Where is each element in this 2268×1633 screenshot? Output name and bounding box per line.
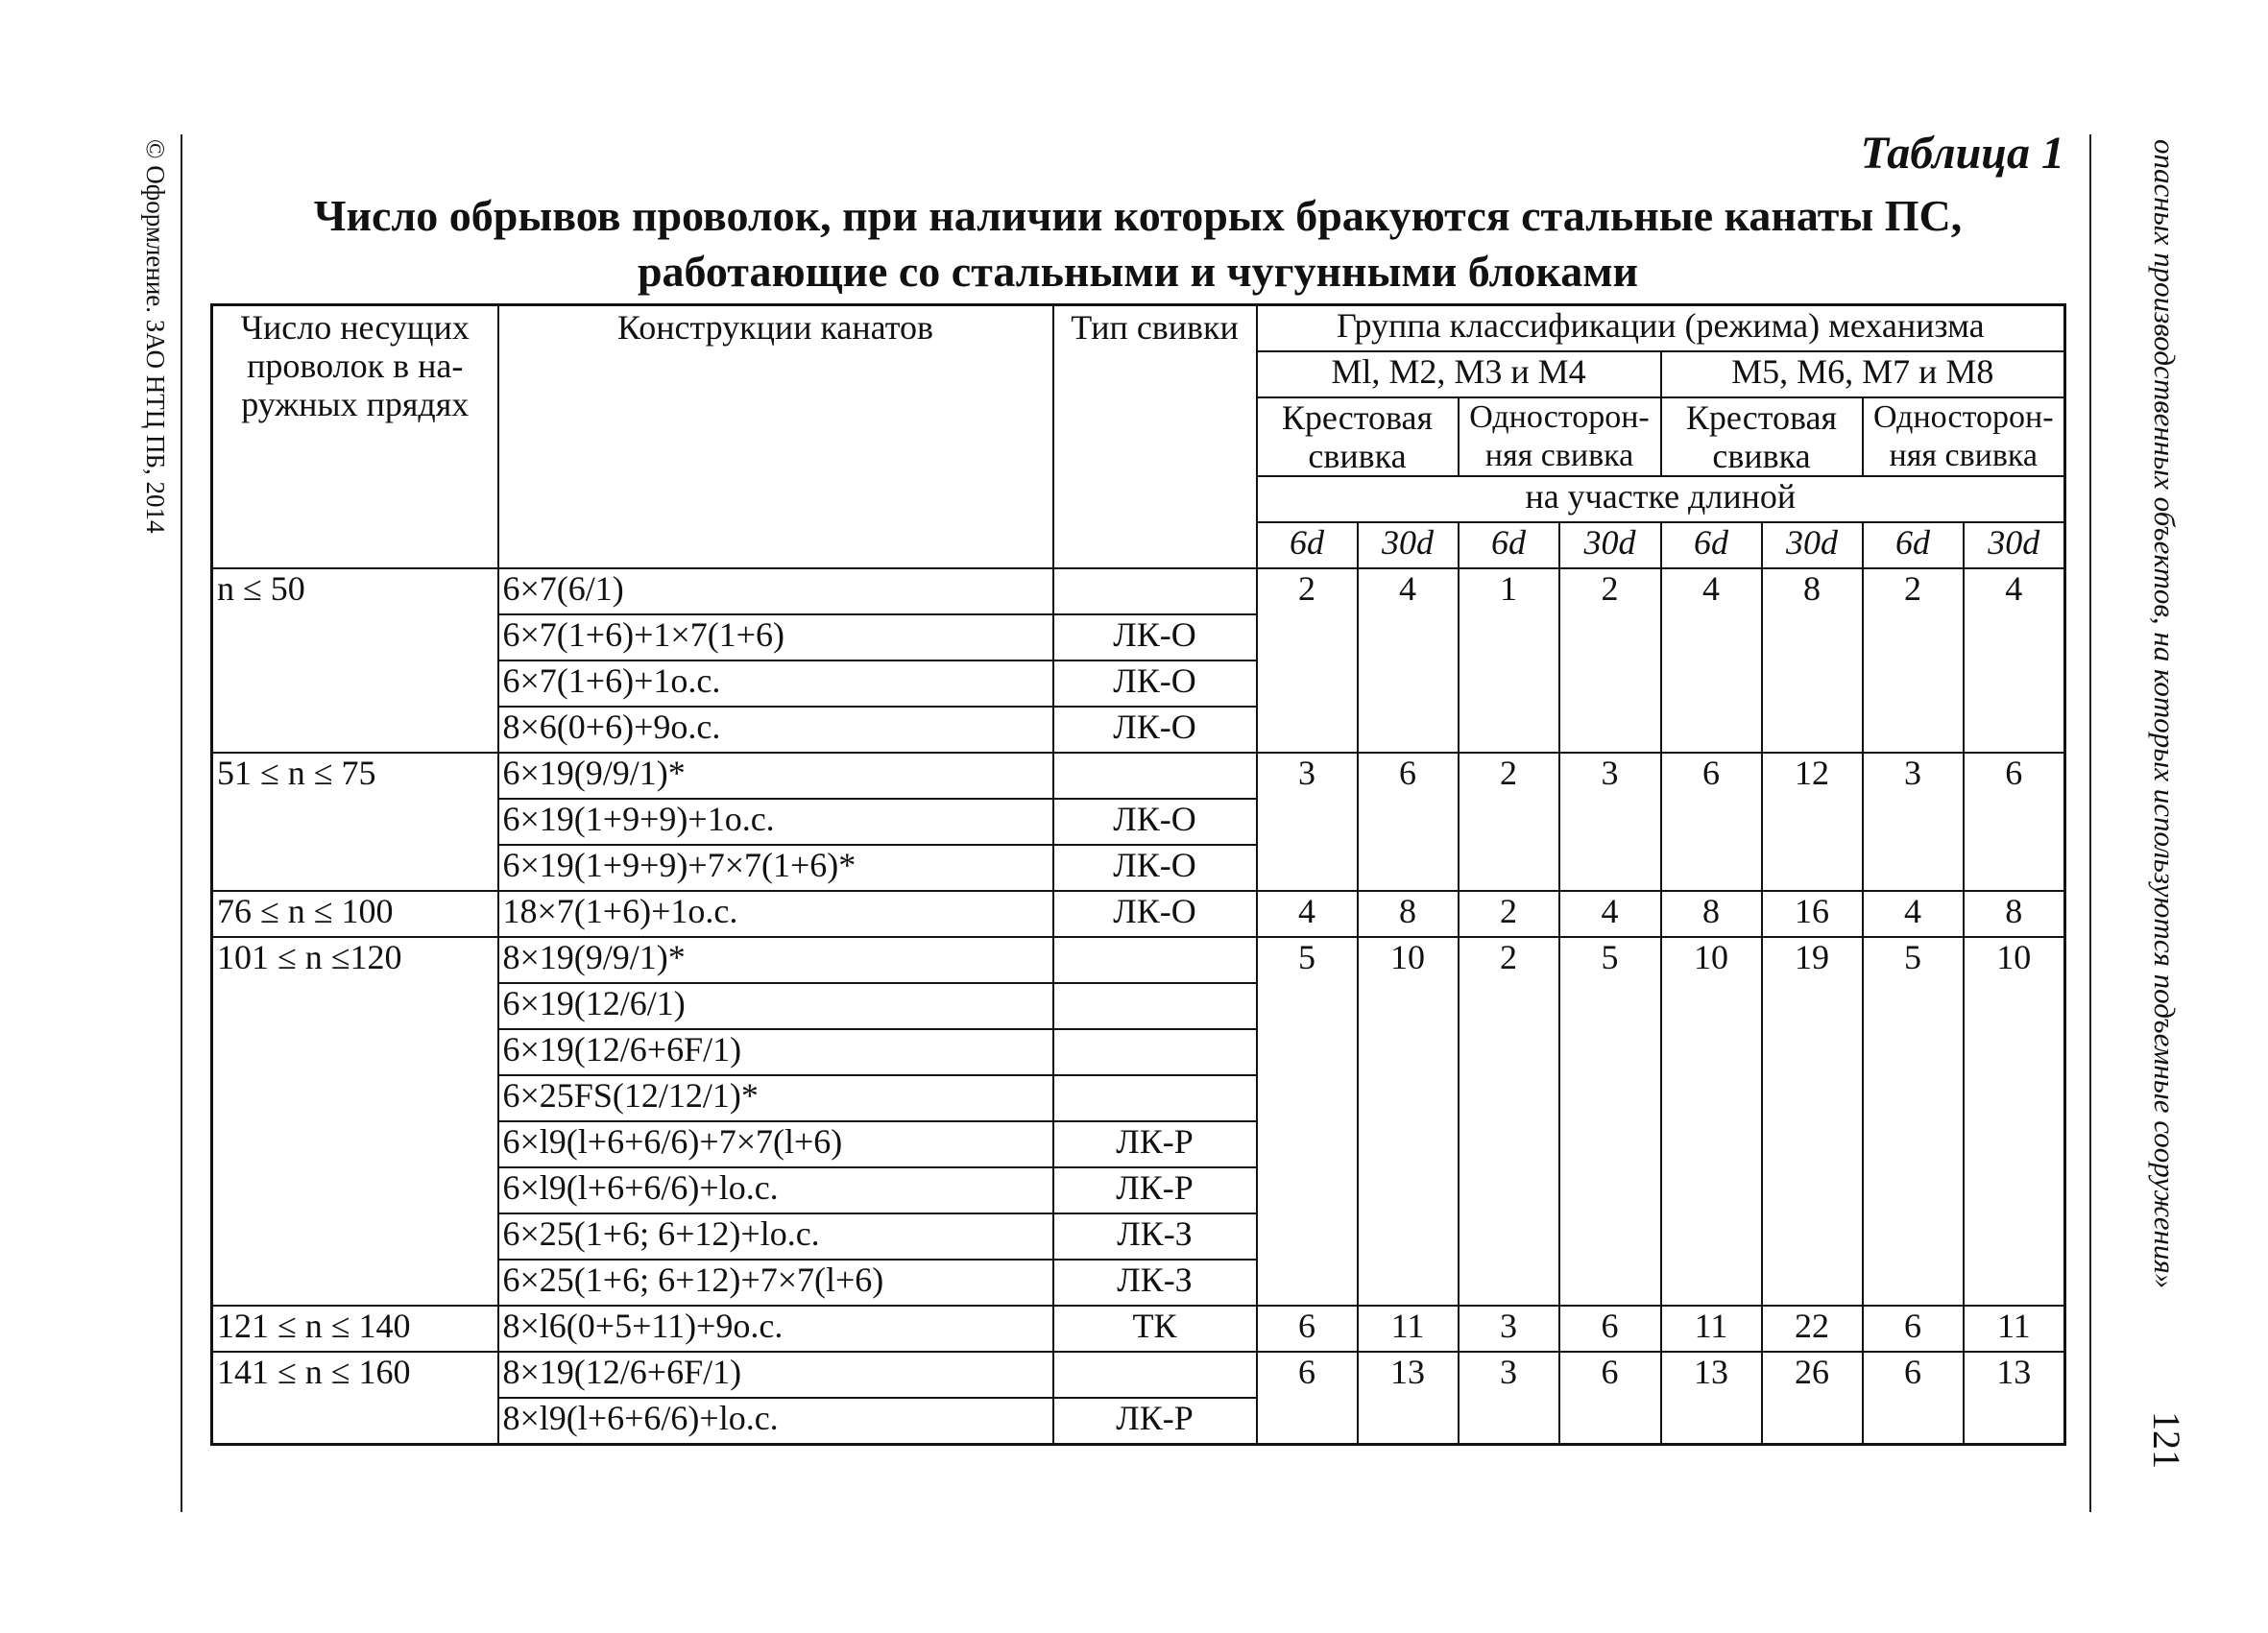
lay-type: ЛК-О <box>1053 707 1257 753</box>
lay-type <box>1053 753 1257 799</box>
rope-construction: 8×6(0+6)+9о.с. <box>498 707 1053 753</box>
lay-type <box>1053 983 1257 1029</box>
lay-type: ЛК-Р <box>1053 1398 1257 1445</box>
rope-construction: 6×19(9/9/1)* <box>498 753 1053 799</box>
break-count-value: 5 <box>1863 937 1964 1306</box>
table-row <box>212 1306 2065 1352</box>
table-label: Таблица 1 <box>1860 128 2064 179</box>
header-length-30d: 30d <box>1358 522 1459 568</box>
table-row <box>212 937 2065 983</box>
table-row <box>212 1352 2065 1398</box>
header-lay-type: Тип свивки <box>1053 305 1257 569</box>
right-margin-rule <box>2089 134 2091 1512</box>
rope-construction: 8×19(9/9/1)* <box>498 937 1053 983</box>
lay-type: ЛК-Р <box>1053 1167 1257 1213</box>
break-count-value: 11 <box>1964 1306 2065 1352</box>
lay-type: ЛК-Р <box>1053 1121 1257 1167</box>
header-length-6d: 6d <box>1257 522 1358 568</box>
wire-count-range: n ≤ 50 <box>212 568 498 753</box>
break-count-value: 4 <box>1863 891 1964 937</box>
lay-type <box>1053 568 1257 614</box>
break-count-value: 2 <box>1459 753 1559 891</box>
break-count-value: 4 <box>1661 568 1762 753</box>
lay-type: ЛК-З <box>1053 1260 1257 1306</box>
rope-construction: 18×7(1+6)+1о.с. <box>498 891 1053 937</box>
break-count-value: 6 <box>1863 1306 1964 1352</box>
break-count-value: 5 <box>1257 937 1358 1306</box>
header-onesided-lay-b: Односторон-няя свивка <box>1863 397 2065 476</box>
wire-count-range: 101 ≤ n ≤120 <box>212 937 498 1306</box>
header-length-30d: 30d <box>1559 522 1661 568</box>
header-length-6d: 6d <box>1863 522 1964 568</box>
table-body <box>212 568 2065 1445</box>
header-length-30d: 30d <box>1762 522 1863 568</box>
break-count-value: 6 <box>1964 753 2065 891</box>
break-count-value: 4 <box>1358 568 1459 753</box>
wire-count-range: 76 ≤ n ≤ 100 <box>212 891 498 937</box>
header-onesided-lay-a: Односторон-няя свивка <box>1459 397 1661 476</box>
break-count-value: 10 <box>1358 937 1459 1306</box>
lay-type <box>1053 1029 1257 1075</box>
break-count-value: 13 <box>1661 1352 1762 1445</box>
wire-count-range: 141 ≤ n ≤ 160 <box>212 1352 498 1445</box>
table-row <box>212 568 2065 614</box>
break-count-value: 19 <box>1762 937 1863 1306</box>
lay-type <box>1053 1075 1257 1121</box>
title-line-1: Число обрывов проволок, при наличии которых бракуются стальные канаты ПС, <box>313 191 1963 240</box>
break-count-value: 12 <box>1762 753 1863 891</box>
break-count-value: 3 <box>1459 1352 1559 1445</box>
header-group-m5-m8: M5, M6, M7 и M8 <box>1661 351 2065 397</box>
header-length-6d: 6d <box>1459 522 1559 568</box>
break-count-value: 6 <box>1358 753 1459 891</box>
header-length-6d: 6d <box>1661 522 1762 568</box>
break-count-value: 8 <box>1964 891 2065 937</box>
break-count-value: 16 <box>1762 891 1863 937</box>
break-count-value: 5 <box>1559 937 1661 1306</box>
copyright-note: © Оформление. ЗАО НТЦ ПБ, 2014 <box>141 139 170 534</box>
wire-count-range: 121 ≤ n ≤ 140 <box>212 1306 498 1352</box>
rope-construction: 6×25FS(12/12/1)* <box>498 1075 1053 1121</box>
break-count-value: 4 <box>1964 568 2065 753</box>
title-line-2: работающие со стальными и чугунными блоками <box>637 247 1639 296</box>
break-count-value: 8 <box>1358 891 1459 937</box>
break-count-value: 2 <box>1459 891 1559 937</box>
break-count-value: 11 <box>1358 1306 1459 1352</box>
break-count-value: 10 <box>1661 937 1762 1306</box>
break-count-value: 2 <box>1257 568 1358 753</box>
rope-construction: 6×19(1+9+9)+1о.с. <box>498 799 1053 845</box>
rope-construction: 6×l9(l+6+6/6)+7×7(l+6) <box>498 1121 1053 1167</box>
left-margin-rule <box>181 134 182 1512</box>
break-count-value: 3 <box>1559 753 1661 891</box>
lay-type: ТК <box>1053 1306 1257 1352</box>
break-count-value: 3 <box>1257 753 1358 891</box>
lay-type: ЛК-З <box>1053 1213 1257 1260</box>
header-group-m1-m4: Ml, M2, M3 и M4 <box>1257 351 1661 397</box>
break-count-value: 10 <box>1964 937 2065 1306</box>
break-count-value: 1 <box>1459 568 1559 753</box>
lay-type: ЛК-О <box>1053 799 1257 845</box>
rope-construction: 6×25(1+6; 6+12)+7×7(l+6) <box>498 1260 1053 1306</box>
page-number: 121 <box>2145 1411 2188 1469</box>
break-count-value: 6 <box>1863 1352 1964 1445</box>
rope-construction: 6×7(1+6)+1о.с. <box>498 660 1053 707</box>
lay-type: ЛК-О <box>1053 660 1257 707</box>
break-count-value: 22 <box>1762 1306 1863 1352</box>
break-count-value: 4 <box>1257 891 1358 937</box>
lay-type: ЛК-О <box>1053 845 1257 891</box>
header-length-30d: 30d <box>1964 522 2065 568</box>
table-row <box>212 753 2065 799</box>
break-count-value: 13 <box>1964 1352 2065 1445</box>
break-count-value: 6 <box>1257 1306 1358 1352</box>
break-count-value: 13 <box>1358 1352 1459 1445</box>
rope-construction: 6×19(12/6+6F/1) <box>498 1029 1053 1075</box>
break-count-value: 3 <box>1459 1306 1559 1352</box>
header-construction: Конструкции канатов <box>498 305 1053 569</box>
rope-construction: 6×l9(l+6+6/6)+lо.с. <box>498 1167 1053 1213</box>
wire-breaks-table <box>210 303 2066 1446</box>
wire-count-range: 51 ≤ n ≤ 75 <box>212 753 498 891</box>
lay-type: ЛК-О <box>1053 891 1257 937</box>
header-cross-lay-b: Крестовая свивка <box>1661 397 1863 476</box>
rope-construction: 8×l6(0+5+11)+9о.с. <box>498 1306 1053 1352</box>
table-title <box>211 188 2064 300</box>
table-row <box>212 891 2065 937</box>
running-header: опасных производственных объектов, на которых используются подъемные сооружения» <box>2148 139 2182 1289</box>
header-length-section: на участке длиной <box>1257 476 2065 522</box>
rope-construction: 6×19(12/6/1) <box>498 983 1053 1029</box>
lay-type <box>1053 1352 1257 1398</box>
break-count-value: 26 <box>1762 1352 1863 1445</box>
break-count-value: 6 <box>1559 1306 1661 1352</box>
rope-construction: 8×l9(l+6+6/6)+lо.с. <box>498 1398 1053 1445</box>
rope-construction: 6×7(1+6)+1×7(1+6) <box>498 614 1053 660</box>
header-classification-group: Группа классификации (режима) механизма <box>1257 305 2065 352</box>
break-count-value: 4 <box>1559 891 1661 937</box>
break-count-value: 11 <box>1661 1306 1762 1352</box>
rope-construction: 6×19(1+9+9)+7×7(1+6)* <box>498 845 1053 891</box>
rope-construction: 6×7(6/1) <box>498 568 1053 614</box>
header-wire-count: Число несущих проволок в на-ружных прядях <box>212 305 498 569</box>
rope-construction: 8×19(12/6+6F/1) <box>498 1352 1053 1398</box>
rope-construction: 6×25(1+6; 6+12)+lо.с. <box>498 1213 1053 1260</box>
break-count-value: 2 <box>1863 568 1964 753</box>
lay-type <box>1053 937 1257 983</box>
break-count-value: 6 <box>1257 1352 1358 1445</box>
break-count-value: 3 <box>1863 753 1964 891</box>
break-count-value: 8 <box>1661 891 1762 937</box>
break-count-value: 6 <box>1661 753 1762 891</box>
break-count-value: 2 <box>1459 937 1559 1306</box>
header-cross-lay-a: Крестовая свивка <box>1257 397 1459 476</box>
break-count-value: 8 <box>1762 568 1863 753</box>
lay-type: ЛК-О <box>1053 614 1257 660</box>
break-count-value: 6 <box>1559 1352 1661 1445</box>
break-count-value: 2 <box>1559 568 1661 753</box>
